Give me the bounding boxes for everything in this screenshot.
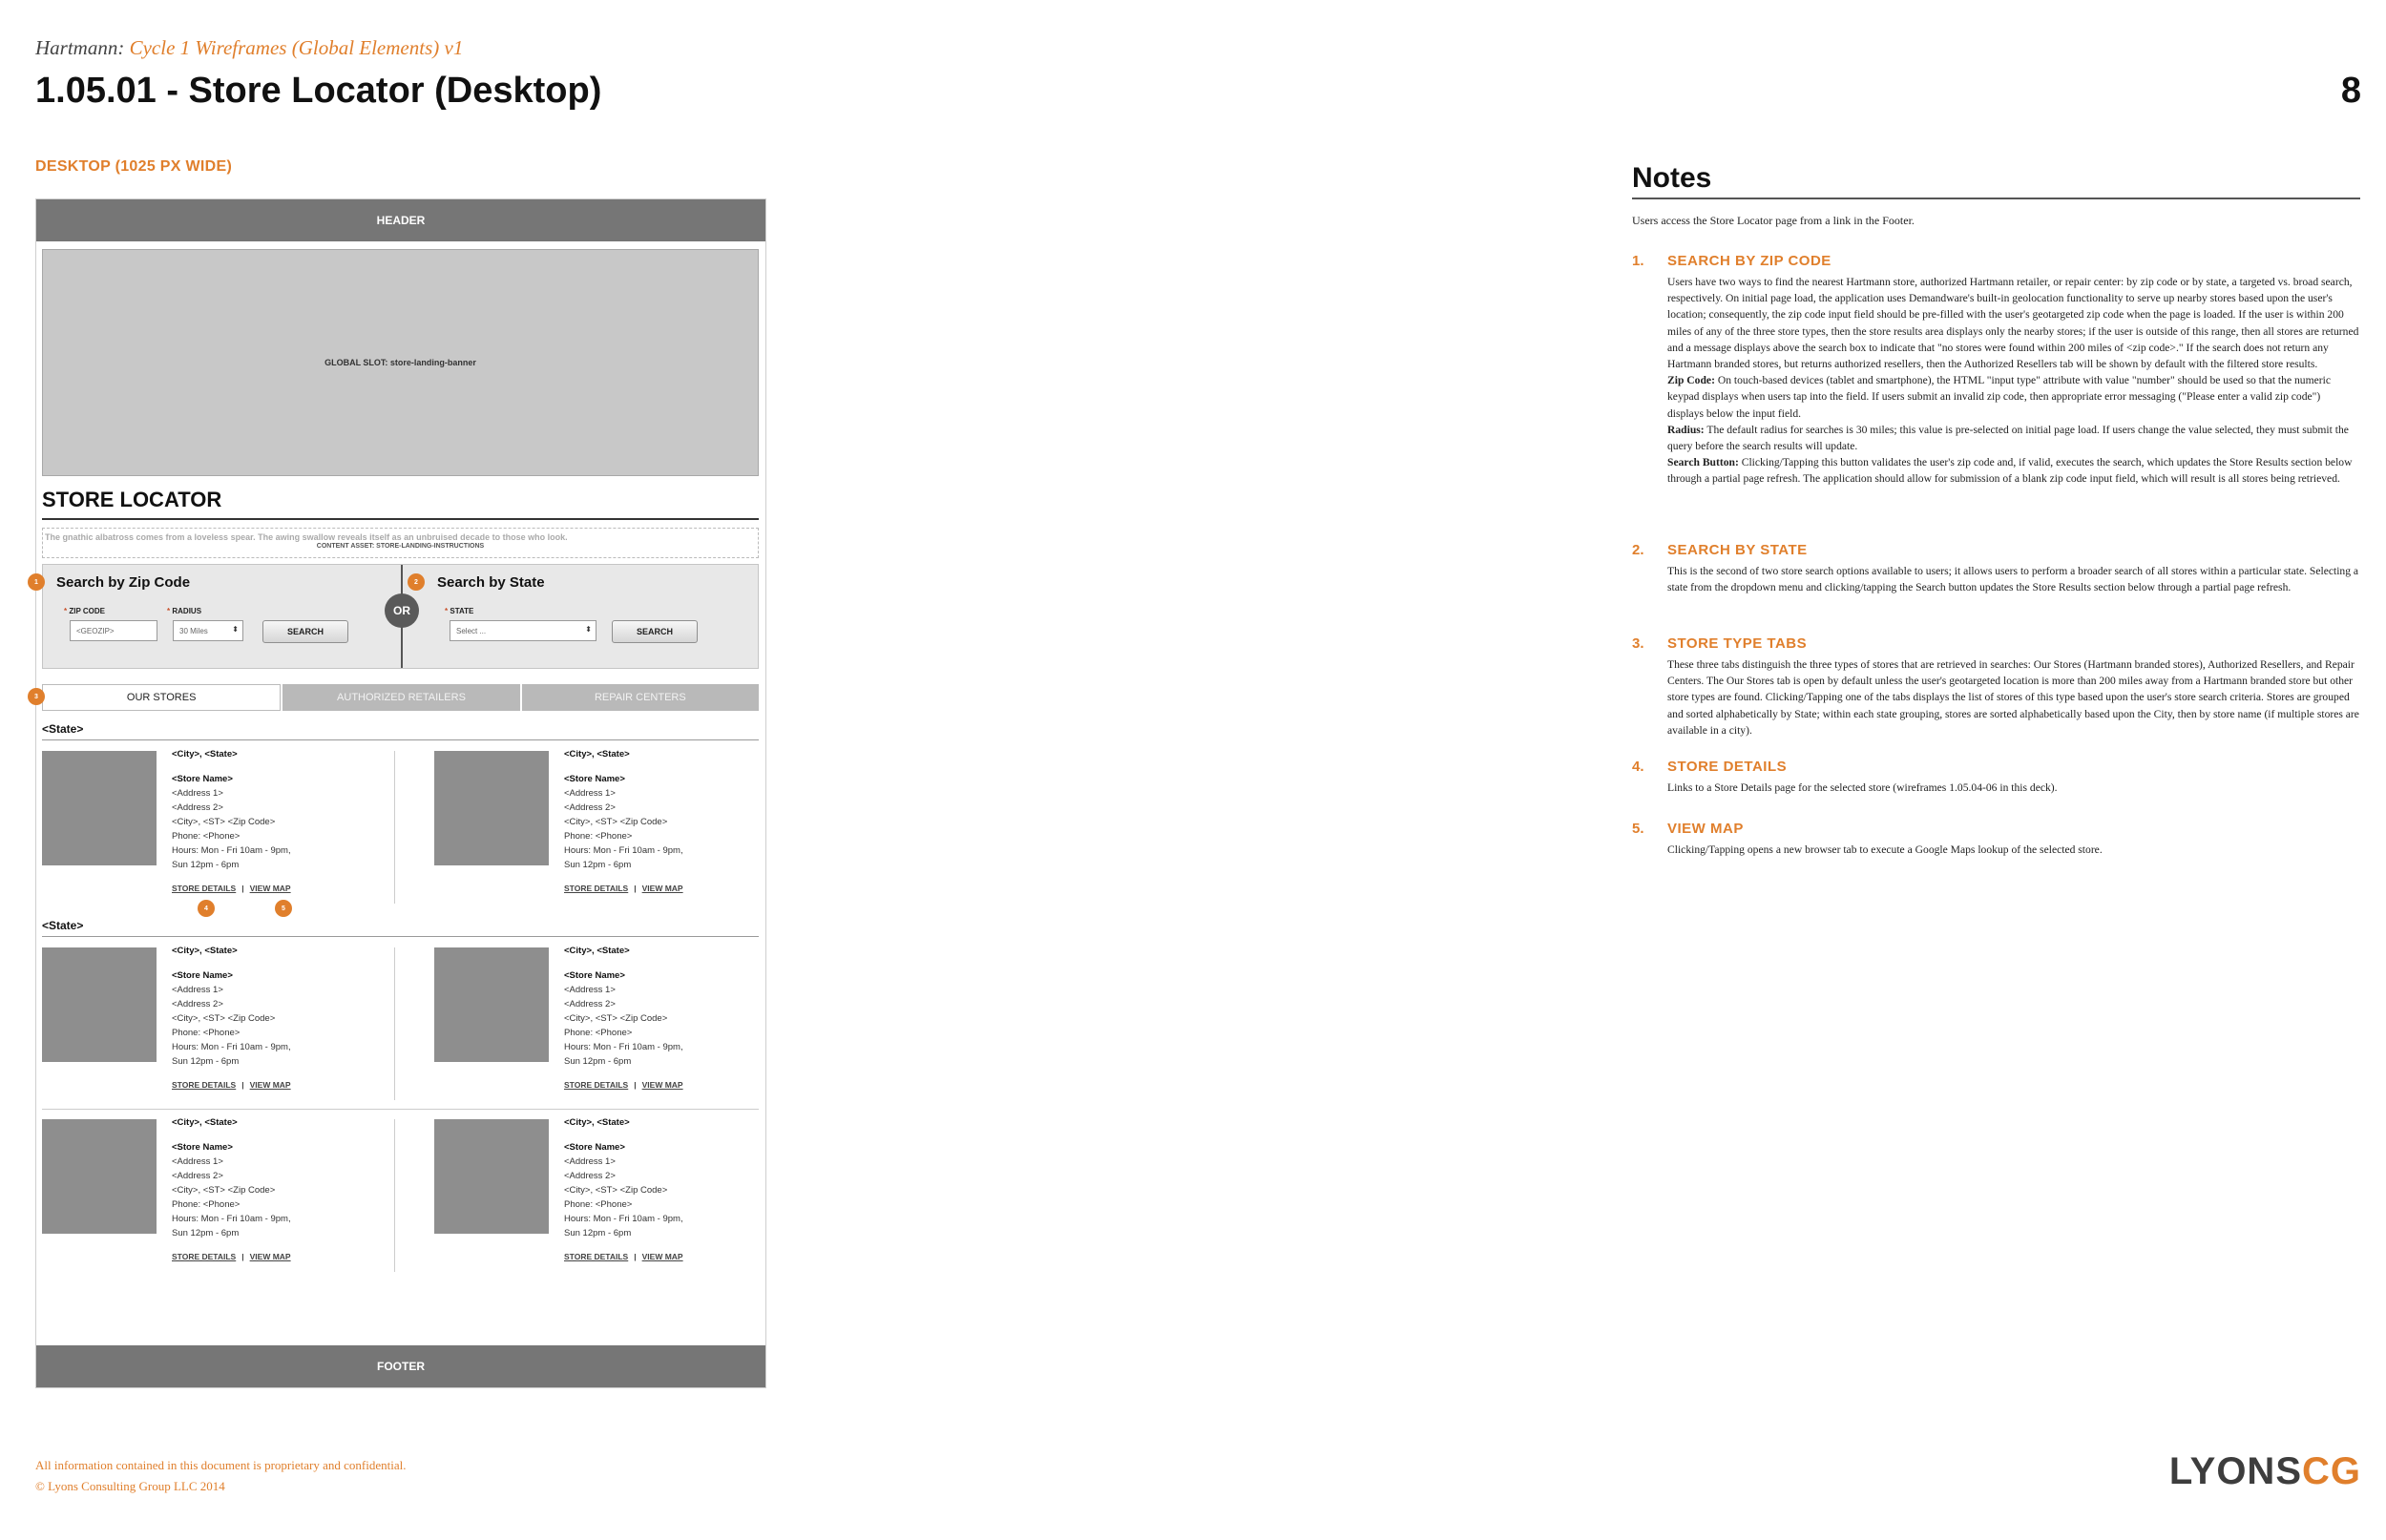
note-paragraph — [1667, 563, 2359, 595]
store-hours: Sun 12pm - 6pm — [564, 1228, 632, 1238]
link-separator: | — [634, 1252, 637, 1261]
note-paragraph — [1667, 454, 2359, 487]
store-info — [564, 944, 683, 1069]
store-card — [42, 1119, 376, 1272]
store-name: <Store Name> — [172, 774, 233, 784]
note-paragraph — [1667, 372, 2359, 422]
store-details-link[interactable]: STORE DETAILS — [172, 1252, 237, 1261]
note-text: These three tabs distinguish the three types of stores that are retrieved in searches: Our Stores (Hartmann branded stores), Authorized Resellers, and Repair Centers. The Our Stores tab is open by default unless the user's geotargeted location is more than 200 miles away from a Hartmann branded store but other store types are found. Clicking/Tapping one of the tabs displays the list of stores of this type based upon the user's store search criteria. Stores are grouped and sorted alphabetically by State; within each state grouping, stores are sorted alphabetically based upon the City, then by store name (if multiple stores are available in a city). — [1667, 658, 2359, 737]
store-address-2: <Address 2> — [564, 999, 616, 1009]
view-map-link[interactable]: VIEW MAP — [249, 1252, 291, 1261]
link-separator: | — [241, 1080, 244, 1090]
store-image — [42, 947, 157, 1062]
store-results — [36, 199, 765, 1387]
store-address-1: <Address 1> — [564, 788, 616, 799]
state-search-title: Search by State — [437, 574, 545, 591]
spacer — [564, 761, 683, 772]
radius-label: * RADIUS — [167, 607, 202, 615]
spacer — [172, 761, 291, 772]
note-label: Zip Code: — [1667, 374, 1715, 387]
annotation-badge: 3 — [28, 688, 45, 705]
annotation-badge: 5 — [275, 900, 292, 917]
store-city-state: <City>, <State> — [564, 1117, 630, 1128]
notes-divider — [1632, 198, 2360, 199]
store-info — [564, 1115, 683, 1240]
store-address-2: <Address 2> — [172, 802, 223, 813]
note-paragraph — [1667, 422, 2359, 454]
store-city-line: <City>, <ST> <Zip Code> — [172, 817, 276, 827]
note-heading: SEARCH BY STATE — [1667, 542, 1808, 558]
banner-slot: GLOBAL SLOT: store-landing-banner — [42, 249, 759, 476]
tab-our-stores[interactable]: OUR STORES — [42, 684, 281, 711]
store-city-state: <City>, <State> — [172, 1117, 238, 1128]
store-links — [564, 884, 683, 893]
notes-intro: Users access the Store Locator page from a link in the Footer. — [1632, 214, 1915, 227]
store-hours: Sun 12pm - 6pm — [564, 860, 632, 870]
store-details-link[interactable]: STORE DETAILS — [564, 1252, 629, 1261]
note-number: 3. — [1632, 635, 1644, 652]
store-image — [42, 1119, 157, 1234]
client-name: Hartmann: — [35, 36, 125, 59]
store-address-2: <Address 2> — [172, 1171, 223, 1181]
note-paragraph — [1667, 656, 2359, 739]
store-city-state: <City>, <State> — [564, 946, 630, 956]
spacer — [564, 1130, 683, 1140]
store-details-link[interactable]: STORE DETAILS — [172, 884, 237, 893]
spacer — [172, 958, 291, 968]
store-address-1: <Address 1> — [564, 1156, 616, 1167]
store-image — [434, 947, 549, 1062]
zip-code-input[interactable]: <GEOZIP> — [70, 620, 157, 641]
store-details-link[interactable]: STORE DETAILS — [564, 1080, 629, 1090]
link-separator: | — [241, 884, 244, 893]
store-links — [564, 1080, 683, 1090]
annotation-badge: 4 — [198, 900, 215, 917]
radius-select[interactable]: 30 Miles ⬍ — [173, 620, 243, 641]
store-address-1: <Address 1> — [564, 985, 616, 995]
store-phone: Phone: <Phone> — [564, 831, 633, 842]
state-divider — [42, 739, 759, 740]
store-address-2: <Address 2> — [564, 802, 616, 813]
note-heading: SEARCH BY ZIP CODE — [1667, 253, 1831, 269]
store-phone: Phone: <Phone> — [564, 1199, 633, 1210]
store-city-state: <City>, <State> — [172, 946, 238, 956]
note-number: 1. — [1632, 253, 1644, 269]
copyright-notice: © Lyons Consulting Group LLC 2014 — [35, 1479, 225, 1493]
view-map-link[interactable]: VIEW MAP — [641, 1080, 683, 1090]
state-heading: <State> — [42, 919, 84, 932]
tab-repair-centers[interactable]: REPAIR CENTERS — [520, 684, 759, 711]
wireframe-footer: FOOTER — [36, 1345, 765, 1387]
store-name: <Store Name> — [172, 970, 233, 981]
store-city-line: <City>, <ST> <Zip Code> — [172, 1185, 276, 1196]
store-hours: Sun 12pm - 6pm — [172, 1056, 240, 1067]
store-links — [172, 884, 291, 893]
store-hours: Hours: Mon - Fri 10am - 9pm, — [564, 1214, 683, 1224]
store-name: <Store Name> — [564, 970, 625, 981]
lyonscg-logo: LYONSCG — [2168, 1450, 2361, 1492]
store-name: <Store Name> — [564, 774, 625, 784]
state-select[interactable]: Select ... ⬍ — [450, 620, 596, 641]
state-divider — [42, 936, 759, 937]
store-links — [172, 1252, 291, 1261]
store-locator-title: STORE LOCATOR — [42, 488, 222, 511]
note-text: On touch-based devices (tablet and smartphone), the HTML "input type" attribute with value "number" should be used so that the numeric keypad displays when users tap into the field. If users submit an invalid zip code, then appropriate error messaging ("Please enter a valid zip code") displays below the input field. — [1667, 374, 2331, 420]
note-heading: STORE DETAILS — [1667, 759, 1788, 775]
note-body — [1667, 274, 2359, 488]
link-separator: | — [241, 1252, 244, 1261]
store-card — [42, 751, 376, 904]
store-info — [172, 747, 291, 872]
store-phone: Phone: <Phone> — [172, 1028, 241, 1038]
note-number: 5. — [1632, 821, 1644, 837]
store-card — [434, 947, 768, 1100]
zip-code-label: * ZIP CODE — [64, 607, 105, 615]
note-label: Radius: — [1667, 423, 1705, 436]
store-city-line: <City>, <ST> <Zip Code> — [564, 1013, 668, 1024]
store-city-state: <City>, <State> — [172, 749, 238, 760]
content-asset-text: The gnathic albatross comes from a loveless spear. The awing swallow reveals itself as an unbruised decade to those who look. — [45, 532, 568, 542]
store-hours: Sun 12pm - 6pm — [564, 1056, 632, 1067]
note-heading: VIEW MAP — [1667, 821, 1744, 837]
store-image — [434, 1119, 549, 1234]
page-number: 8 — [2340, 71, 2361, 111]
annotation-badge: 1 — [28, 573, 45, 591]
store-address-1: <Address 1> — [172, 985, 223, 995]
store-info — [172, 1115, 291, 1240]
store-card — [434, 1119, 768, 1272]
store-address-1: <Address 1> — [172, 788, 223, 799]
store-card — [42, 947, 376, 1100]
store-name: <Store Name> — [564, 1142, 625, 1153]
tab-authorized-retailers[interactable]: AUTHORIZED RETAILERS — [281, 684, 519, 711]
store-hours: Sun 12pm - 6pm — [172, 1228, 240, 1238]
confidentiality-notice: All information contained in this document is proprietary and confidential. — [35, 1458, 407, 1472]
note-paragraph — [1667, 780, 2359, 796]
note-text: Clicking/Tapping this button validates the user's zip code and, if valid, executes the search, which updates the Store Results section below through a partial page refresh. The application should allow for submission of a blank zip code input field, which will result is all stores being retrieved. — [1667, 456, 2353, 486]
column-divider — [394, 947, 395, 1100]
store-city-line: <City>, <ST> <Zip Code> — [172, 1013, 276, 1024]
spacer — [564, 958, 683, 968]
column-divider — [394, 751, 395, 904]
store-hours: Hours: Mon - Fri 10am - 9pm, — [564, 845, 683, 856]
store-hours: Hours: Mon - Fri 10am - 9pm, — [172, 1214, 291, 1224]
content-asset-label: CONTENT ASSET: STORE-LANDING-INSTRUCTIONS — [316, 543, 485, 550]
store-phone: Phone: <Phone> — [564, 1028, 633, 1038]
store-address-2: <Address 2> — [564, 1171, 616, 1181]
store-info — [564, 747, 683, 872]
store-hours: Sun 12pm - 6pm — [172, 860, 240, 870]
note-body — [1667, 656, 2359, 739]
store-city-state: <City>, <State> — [564, 749, 630, 760]
note-text: Clicking/Tapping opens a new browser tab to execute a Google Maps lookup of the selected store. — [1667, 843, 2103, 856]
note-text: The default radius for searches is 30 miles; this value is pre-selected on initial page load. If users change the value selected, they must submit the query before the search results will update. — [1667, 423, 2349, 453]
store-hours: Hours: Mon - Fri 10am - 9pm, — [172, 845, 291, 856]
note-text: This is the second of two store search options available to users; it allows users to perform a broader search of all stores within a particular state. Selecting a state from the dropdown menu and clicking/tapping the Search button updates the Store Results section below through a partial page refresh. — [1667, 565, 2359, 594]
zip-search-title: Search by Zip Code — [56, 574, 191, 591]
zip-search-button[interactable]: SEARCH — [262, 620, 348, 643]
store-hours: Hours: Mon - Fri 10am - 9pm, — [172, 1042, 291, 1052]
note-paragraph — [1667, 842, 2359, 858]
note-paragraph — [1667, 274, 2359, 372]
link-separator: | — [634, 1080, 637, 1090]
view-map-link[interactable]: VIEW MAP — [249, 1080, 291, 1090]
note-heading: STORE TYPE TABS — [1667, 635, 1808, 652]
note-number: 2. — [1632, 542, 1644, 558]
viewport-label: DESKTOP (1025 PX WIDE) — [35, 158, 233, 175]
document-subtitle — [35, 36, 463, 60]
store-card — [434, 751, 768, 904]
chevron-down-icon: ⬍ — [232, 625, 239, 634]
store-phone: Phone: <Phone> — [172, 1199, 241, 1210]
store-links — [564, 1252, 683, 1261]
store-image — [434, 751, 549, 865]
note-number: 4. — [1632, 759, 1644, 775]
note-body — [1667, 842, 2359, 858]
row-divider — [42, 1109, 759, 1110]
store-info — [172, 944, 291, 1069]
state-label: * STATE — [445, 607, 474, 615]
store-links — [172, 1080, 291, 1090]
note-text: Users have two ways to find the nearest Hartmann store, authorized Hartmann retailer, or repair center: by zip code or by state, a targeted vs. broad search, respectively. On initial page load, the application uses Demandware's built-in geolocation functionality to serve up nearby stores based upon the user's location; consequently, the zip code input field should be pre-filled with the user's geotargeted zip code when the page is loaded. If the user is within 200 miles of any of the three store types, then the store results area displays only the nearby stores; if the user is outside of this range, then all stores are returned and a message displays above the search box to indicate that "no stores were found within 200 miles of <zip code>." If the search does not return any Hartmann branded stores, but returns authorized resellers, then the Authorized Resellers tab will be shown by default with the filtered store results. — [1667, 276, 2359, 371]
or-divider: OR — [385, 593, 419, 628]
view-map-link[interactable]: VIEW MAP — [249, 884, 291, 893]
wireframe-header: HEADER — [36, 199, 765, 241]
note-body — [1667, 563, 2359, 595]
state-heading: <State> — [42, 722, 84, 736]
deck-name: Cycle 1 Wireframes (Global Elements) v1 — [129, 36, 464, 59]
annotation-badge: 2 — [408, 573, 425, 591]
note-body — [1667, 780, 2359, 796]
store-details-link[interactable]: STORE DETAILS — [564, 884, 629, 893]
store-name: <Store Name> — [172, 1142, 233, 1153]
view-map-link[interactable]: VIEW MAP — [641, 1252, 683, 1261]
chevron-down-icon: ⬍ — [585, 625, 592, 634]
store-address-1: <Address 1> — [172, 1156, 223, 1167]
store-phone: Phone: <Phone> — [172, 831, 241, 842]
page-title: 1.05.01 - Store Locator (Desktop) — [35, 71, 602, 111]
note-text: Links to a Store Details page for the selected store (wireframes 1.05.04-06 in this deck). — [1667, 781, 2058, 794]
store-address-2: <Address 2> — [172, 999, 223, 1009]
store-city-line: <City>, <ST> <Zip Code> — [564, 1185, 668, 1196]
spacer — [172, 1130, 291, 1140]
wireframe-frame — [35, 198, 766, 1388]
state-search-button[interactable]: SEARCH — [612, 620, 698, 643]
view-map-link[interactable]: VIEW MAP — [641, 884, 683, 893]
link-separator: | — [634, 884, 637, 893]
store-details-link[interactable]: STORE DETAILS — [172, 1080, 237, 1090]
store-image — [42, 751, 157, 865]
column-divider — [394, 1119, 395, 1272]
store-hours: Hours: Mon - Fri 10am - 9pm, — [564, 1042, 683, 1052]
note-label: Search Button: — [1667, 456, 1739, 469]
store-city-line: <City>, <ST> <Zip Code> — [564, 817, 668, 827]
notes-title: Notes — [1632, 162, 1712, 194]
